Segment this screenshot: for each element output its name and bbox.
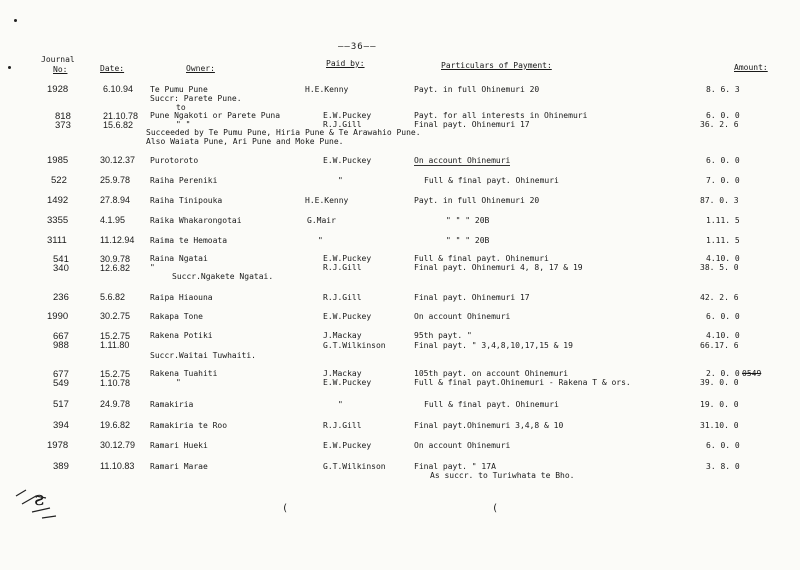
paren-mark: ( — [492, 503, 499, 514]
journal-no: 1990 — [47, 311, 69, 322]
date: 15.2.75 — [100, 331, 131, 341]
header-journal: Journal — [41, 55, 75, 64]
date: 1.11.80 — [100, 340, 130, 350]
journal-no: 522 — [51, 175, 67, 186]
amount: 66.17. 6 — [700, 341, 739, 350]
date: 12.6.82 — [100, 263, 131, 273]
paid-by: E.W.Puckey — [323, 378, 372, 387]
particulars: Full & final payt. Ohinemuri — [424, 176, 559, 185]
paid-by: R.J.Gill — [323, 263, 362, 272]
date: 11.12.94 — [100, 235, 135, 245]
header-date: Date: — [100, 64, 125, 73]
journal-no: 1985 — [47, 155, 69, 166]
particulars: Full & final payt. Ohinemuri — [424, 400, 559, 409]
owner: Purotoroto — [150, 156, 199, 165]
paid-by: " — [338, 400, 343, 409]
date: 30.12.79 — [100, 440, 136, 450]
handwritten-mark: ƨ — [34, 486, 45, 510]
amount: 42. 2. 6 — [700, 293, 739, 302]
note: Succr: Parete Pune. — [150, 94, 242, 103]
amount: 4.10. 0 — [706, 331, 740, 340]
paid-by: H.E.Kenny — [305, 196, 349, 205]
amount: 38. 5. 0 — [700, 263, 739, 272]
journal-no: 667 — [53, 331, 69, 342]
journal-no: 549 — [53, 378, 69, 389]
owner: Rakapa Tone — [150, 312, 203, 321]
particulars: Payt. for all interests in Ohinemuri — [414, 111, 588, 120]
owner: " — [150, 263, 155, 272]
journal-no: 677 — [53, 369, 69, 380]
scan-mark — [8, 66, 11, 69]
amount: 6. 0. 0 — [706, 312, 740, 321]
particulars: Payt. in full Ohinemuri 20 — [414, 196, 540, 205]
amount: 31.10. 0 — [700, 421, 739, 430]
date: 21.10.78 — [103, 111, 139, 121]
amount: 39. 0. 0 — [700, 378, 739, 387]
owner: Te Pumu Pune — [150, 85, 208, 94]
scan-mark — [14, 19, 17, 22]
page-number: ——36—— — [338, 42, 377, 52]
date: 15.2.75 — [100, 369, 131, 379]
date: 27.8.94 — [100, 195, 131, 205]
paid-by: J.Mackay — [323, 331, 362, 340]
date: 30.9.78 — [100, 254, 131, 264]
journal-no: 1492 — [47, 195, 69, 206]
particulars: 95th payt. " — [414, 331, 472, 340]
journal-no: 517 — [53, 399, 69, 410]
date: 24.9.78 — [100, 399, 131, 409]
amount: 6. 0. 0 — [706, 156, 740, 165]
particulars: " " " 20B — [446, 216, 490, 225]
paid-by: J.Mackay — [323, 369, 362, 378]
particulars: Full & final payt.Ohinemuri - Rakena T & ors. — [414, 378, 631, 387]
owner: Rakena Tuahiti — [150, 369, 218, 378]
note: Also Waiata Pune, Ari Pune and Moke Pune. — [146, 137, 344, 146]
note: to — [176, 103, 186, 112]
amount: 6. 0. 0 — [706, 111, 740, 120]
journal-no: 3111 — [47, 235, 67, 246]
date: 5.6.82 — [100, 292, 126, 302]
particulars: Final payt.Ohinemuri 3,4,8 & 10 — [414, 421, 564, 430]
journal-no: 541 — [53, 254, 69, 265]
note: As succr. to Turiwhata te Bho. — [430, 471, 575, 480]
particulars: On account Ohinemuri — [414, 156, 511, 165]
amount: 87. 0. 3 — [700, 196, 739, 205]
owner: Raima te Hemoata — [150, 236, 228, 245]
amount-struck: 0549 — [742, 369, 762, 378]
amount: 6. 0. 0 — [706, 441, 740, 450]
journal-no: 818 — [55, 111, 71, 122]
date: 1.10.78 — [100, 378, 131, 388]
date: 25.9.78 — [100, 175, 131, 185]
header-owner: Owner: — [186, 64, 215, 73]
particulars: Full & final payt. Ohinemuri — [414, 254, 549, 263]
particulars: Final payt. Ohinemuri 17 — [414, 293, 530, 302]
journal-no: 340 — [53, 263, 69, 274]
paid-by: G.T.Wilkinson — [323, 341, 386, 350]
paid-by: G.Mair — [307, 216, 336, 225]
note: Succeeded by Te Pumu Pune, Hiria Pune & Te Arawahio Pune. — [146, 128, 421, 137]
owner: Ramari Marae — [150, 462, 208, 471]
amount: 19. 0. 0 — [700, 400, 739, 409]
paid-by: E.W.Puckey — [323, 441, 372, 450]
amount: 36. 2. 6 — [700, 120, 739, 129]
owner: " — [176, 378, 181, 387]
paid-by: " — [338, 176, 343, 185]
journal-no: 988 — [53, 340, 69, 351]
owner: Raika Whakarongotai — [150, 216, 242, 225]
amount: 7. 0. 0 — [706, 176, 740, 185]
paid-by: G.T.Wilkinson — [323, 462, 386, 471]
particulars: 105th payt. on account Ohinemuri — [414, 369, 569, 378]
paid-by: H.E.Kenny — [305, 85, 349, 94]
particulars: On account Ohinemuri — [414, 312, 511, 321]
header-amount: Amount: — [734, 63, 768, 72]
journal-no: 1928 — [47, 84, 69, 95]
amount: 1.11. 5 — [706, 216, 740, 225]
date: 30.2.75 — [100, 311, 131, 321]
header-paid-by: Paid by: — [326, 59, 365, 68]
note: Succr.Waitai Tuwhaiti. — [150, 351, 256, 360]
owner: Ramakiria te Roo — [150, 421, 228, 430]
paid-by: E.W.Puckey — [323, 156, 372, 165]
journal-no: 1978 — [47, 440, 69, 451]
owner: Ramari Hueki — [150, 441, 208, 450]
amount: 8. 6. 3 — [706, 85, 740, 94]
paid-by: R.J.Gill — [323, 293, 362, 302]
note: Succr.Ngakete Ngatai. — [172, 272, 274, 281]
paid-by: E.W.Puckey — [323, 254, 372, 263]
owner: Raiha Pereniki — [150, 176, 218, 185]
journal-no: 3355 — [47, 215, 69, 226]
date: 15.6.82 — [103, 120, 134, 130]
owner: Ramakiria — [150, 400, 194, 409]
journal-no: 373 — [55, 120, 71, 131]
owner: Raina Ngatai — [150, 254, 208, 263]
date: 30.12.37 — [100, 155, 136, 165]
owner: " " — [176, 120, 191, 129]
date: 11.10.83 — [100, 461, 135, 471]
owner: Raipa Hiaouna — [150, 293, 213, 302]
date: 19.6.82 — [100, 420, 131, 430]
paid-by: R.J.Gill — [323, 120, 362, 129]
paid-by: E.W.Puckey — [323, 312, 372, 321]
owner: Rakena Potiki — [150, 331, 213, 340]
paid-by: " — [318, 236, 323, 245]
amount: 2. 0. 0 — [706, 369, 740, 378]
handwritten-scribble — [12, 482, 60, 522]
header-particulars: Particulars of Payment: — [441, 61, 552, 70]
amount: 1.11. 5 — [706, 236, 740, 245]
date: 4.1.95 — [100, 215, 126, 225]
particulars: Payt. in full Ohinemuri 20 — [414, 85, 540, 94]
owner: Raiha Tinipouka — [150, 196, 223, 205]
particulars: On account Ohinemuri — [414, 441, 511, 450]
date: 6.10.94 — [103, 84, 134, 94]
particulars: Final payt. Ohinemuri 17 — [414, 120, 530, 129]
journal-no: 394 — [53, 420, 69, 431]
journal-no: 236 — [53, 292, 69, 303]
particulars: " " " 20B — [446, 236, 490, 245]
journal-no: 389 — [53, 461, 69, 472]
amount: 3. 8. 0 — [706, 462, 740, 471]
particulars: Final payt. " 3,4,8,10,17,15 & 19 — [414, 341, 573, 350]
owner: Pune Ngakoti or Parete Puna — [150, 111, 281, 120]
paid-by: R.J.Gill — [323, 421, 362, 430]
paid-by: E.W.Puckey — [323, 111, 372, 120]
amount: 4.10. 0 — [706, 254, 740, 263]
particulars: Final payt. Ohinemuri 4, 8, 17 & 19 — [414, 263, 583, 272]
paren-mark: ( — [282, 503, 289, 514]
particulars: Final payt. " 17A — [414, 462, 496, 471]
header-journal-no: No: — [53, 65, 68, 74]
